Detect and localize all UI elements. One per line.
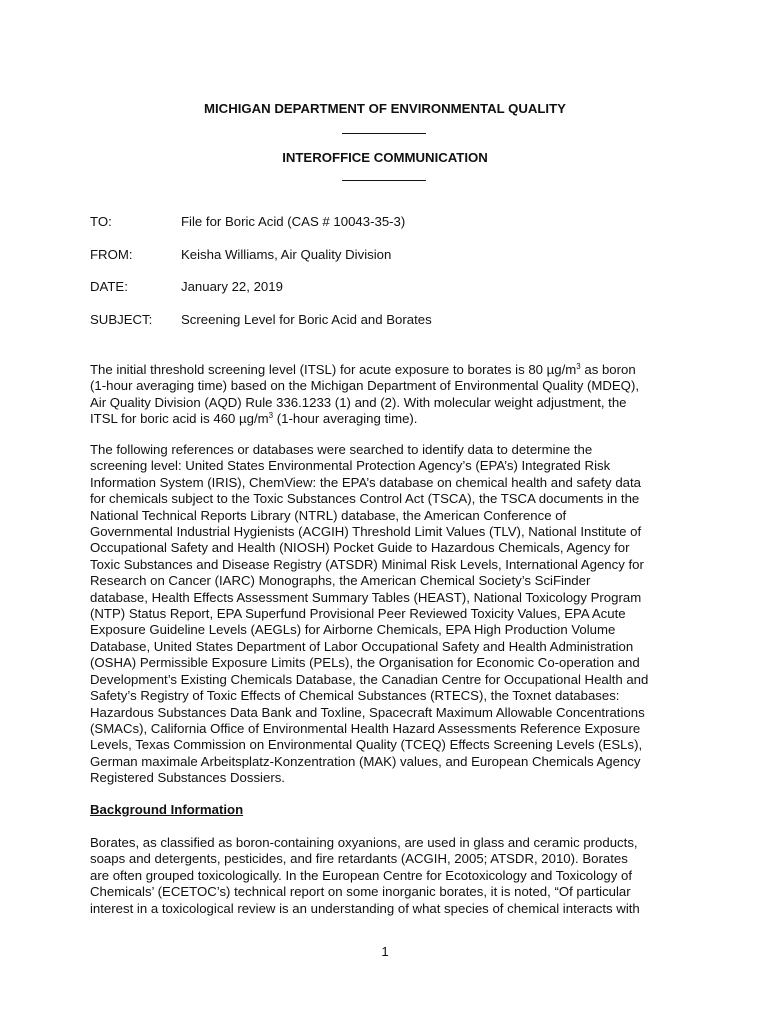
references-line: (OSHA) Permissible Exposure Limits (PELs), the Organisation for Economic Co-operation and	[90, 655, 640, 671]
references-line: Levels, Texas Commission on Environmental Quality (TCEQ) Effects Screening Levels (ESLs),	[90, 737, 643, 753]
itsl-line-1-text: The initial threshold screening level (ITSL) for acute exposure to borates is 80 µg/m	[90, 362, 577, 377]
background-line: Chemicals’ (ECETOC’s) technical report on some inorganic borates, it is noted, “Of particular	[90, 884, 631, 900]
memo-to-value: File for Boric Acid (CAS # 10043-35-3)	[181, 214, 406, 229]
references-line: Development’s Existing Chemicals Database, the Canadian Centre for Occupational Health and	[90, 671, 649, 687]
memo-from-value: Keisha Williams, Air Quality Division	[181, 247, 392, 262]
itsl-line-4	[90, 411, 685, 427]
references-line: German maximale Arbeitsplatz-Konzentration (MAK) values, and European Chemicals Agency	[90, 753, 641, 769]
references-line: Toxic Substances and Disease Registry (ATSDR) Minimal Risk Levels, International Agency for	[90, 556, 644, 572]
itsl-line-1	[90, 362, 685, 378]
memo-to-label: TO:	[90, 214, 112, 229]
memo-date-value: January 22, 2019	[181, 279, 283, 294]
references-line: Exposure Guideline Levels (AEGLs) for Airborne Chemicals, EPA High Production Volume	[90, 622, 616, 638]
references-line: database, Health Effects Assessment Summary Tables (HEAST), National Toxicology Program	[90, 589, 642, 605]
references-line: screening level: United States Environmental Protection Agency’s (EPA’s) Integrated Risk	[90, 458, 611, 474]
page-number: 1	[381, 944, 389, 959]
itsl-line-3: Air Quality Division (AQD) Rule 336.1233 (1) and (2). With molecular weight adjustment, the	[90, 394, 627, 410]
references-line: National Technical Reports Library (NTRL) database, the American Conference of	[90, 507, 567, 523]
references-line: Governmental Industrial Hygienists (ACGIH) Threshold Limit Values (TLV), National Institute of	[90, 524, 642, 540]
references-line: (NTP) Status Report, EPA Superfund Provisional Peer Reviewed Toxicity Values, EPA Acute	[90, 606, 626, 622]
paragraph-itsl	[90, 362, 685, 428]
org-title: MICHIGAN DEPARTMENT OF ENVIRONMENTAL QUALITY	[204, 101, 566, 116]
memo-subject-value: Screening Level for Boric Acid and Borates	[181, 312, 432, 327]
references-line: Occupational Safety and Health (NIOSH) Pocket Guide to Hazardous Chemicals, Agency for	[90, 540, 630, 556]
memo-date-label: DATE:	[90, 279, 128, 294]
superscript: 3	[576, 362, 581, 371]
itsl-line-4-tail: (1-hour averaging time).	[273, 411, 418, 427]
background-heading: Background Information	[90, 802, 244, 817]
references-line: Database, United States Department of Labor Occupational Safety and Health Administration	[90, 638, 634, 654]
references-line: Information System (IRIS), ChemView: the EPA’s database on chemical health and safety data	[90, 474, 641, 490]
references-line: Safety’s Registry of Toxic Effects of Chemical Substances (RTECS), the Toxnet databases:	[90, 688, 620, 704]
doc-type-underline	[342, 180, 426, 181]
doc-type-title: INTEROFFICE COMMUNICATION	[282, 150, 488, 165]
references-line: Hazardous Substances Data Bank and Toxline, Spacecraft Maximum Allowable Concentrations	[90, 704, 645, 720]
references-line: (SMACs), California Office of Environmental Health Hazard Assessments Reference Exposure	[90, 720, 641, 736]
paragraph-background	[90, 835, 685, 917]
background-line: soaps and detergents, pesticides, and fire retardants (ACGIH, 2005; ATSDR, 2010). Borates	[90, 851, 628, 867]
itsl-line-2: (1-hour averaging time) based on the Michigan Department of Environmental Quality (MDEQ),	[90, 378, 639, 394]
references-line: for chemicals subject to the Toxic Substances Control Act (TSCA), the TSCA documents in the	[90, 491, 640, 507]
memo-from-label: FROM:	[90, 247, 133, 262]
background-line: interest in a toxicological review is an understanding of what species of chemical interacts with	[90, 900, 640, 916]
itsl-line-4-text: ITSL for boric acid is 460 µg/m	[90, 411, 269, 427]
memo-subject-label: SUBJECT:	[90, 312, 153, 327]
title-underline	[342, 133, 426, 134]
references-line: Registered Substances Dossiers.	[90, 770, 285, 786]
itsl-line-1-tail: as boron	[580, 362, 636, 377]
background-line: Borates, as classified as boron-containing oxyanions, are used in glass and ceramic products,	[90, 835, 638, 850]
superscript: 3	[268, 411, 274, 421]
references-line: The following references or databases were searched to identify data to determine the	[90, 442, 593, 457]
paragraph-references	[90, 442, 685, 787]
references-line: Research on Cancer (IARC) Monographs, the American Chemical Society’s SciFinder	[90, 573, 591, 589]
background-line: are often grouped toxicologically. In the European Centre for Ecotoxicology and Toxicology of	[90, 867, 632, 883]
